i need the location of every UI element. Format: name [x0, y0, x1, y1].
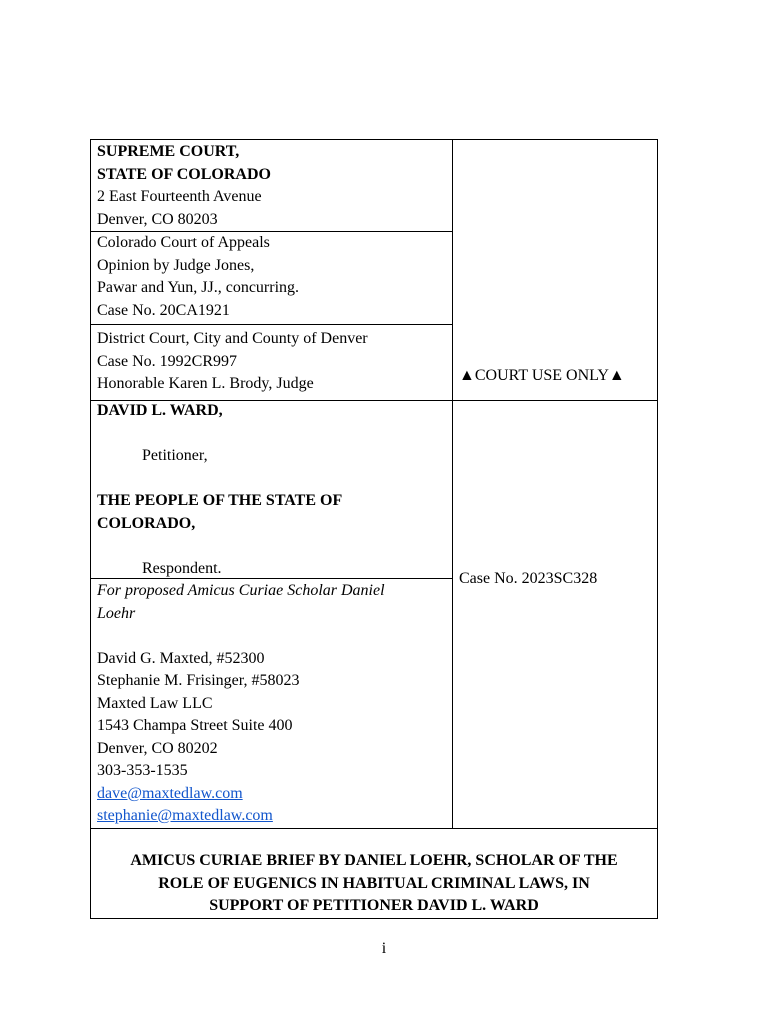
row-divider: [91, 324, 452, 325]
counsel-cell: [97, 580, 447, 828]
case-number: Case No. 2023SC328: [459, 570, 598, 587]
district-court-name: District Court, City and County of Denver: [97, 330, 368, 347]
email-link-stephanie[interactable]: stephanie@maxtedlaw.com: [97, 807, 273, 824]
appeals-case-number: Case No. 20CA1921: [97, 301, 230, 319]
case-caption-table: [90, 139, 658, 919]
column-divider: [452, 140, 453, 828]
district-case-number: Case No. 1992CR997: [97, 352, 237, 370]
firm-city: Denver, CO 80202: [97, 739, 218, 757]
supreme-court-cell: [97, 141, 447, 231]
amicus-designation-line1: For proposed Amicus Curiae Scholar Daniel: [97, 582, 385, 599]
petitioner-role: Petitioner,: [142, 447, 208, 464]
brief-title: [91, 850, 657, 918]
firm-street: 1543 Champa Street Suite 400: [97, 717, 293, 734]
appeals-concurring-judges: Pawar and Yun, JJ., concurring.: [97, 279, 300, 296]
appeals-court-name: Colorado Court of Appeals: [97, 234, 270, 251]
page-number: i: [381, 940, 387, 957]
district-judge: Honorable Karen L. Brody, Judge: [97, 375, 314, 392]
case-number-cell: [459, 568, 655, 591]
law-firm-name: Maxted Law LLC: [97, 694, 213, 712]
petitioner-name: DAVID L. WARD,: [97, 402, 223, 419]
attorney-2: Stephanie M. Frisinger, #58023: [97, 672, 300, 689]
respondent-name-line2: COLORADO,: [97, 514, 196, 532]
brief-title-line3: SUPPORT OF PETITIONER DAVID L. WARD: [209, 897, 539, 914]
appeals-opinion-author: Opinion by Judge Jones,: [97, 256, 255, 274]
respondent-name-line1: THE PEOPLE OF THE STATE OF: [97, 492, 343, 509]
court-of-appeals-cell: [97, 232, 447, 322]
attorney-1: David G. Maxted, #52300: [97, 649, 265, 667]
email-link-dave[interactable]: dave@maxtedlaw.com: [97, 784, 243, 802]
court-address-line1: 2 East Fourteenth Avenue: [97, 188, 262, 205]
parties-cell: [97, 400, 447, 580]
court-use-only-label: [459, 365, 655, 388]
brief-title-line1: AMICUS CURIAE BRIEF BY DANIEL LOEHR, SCHOLAR OF THE: [130, 852, 618, 869]
row-divider: [91, 828, 657, 829]
court-use-only-text: ▲COURT USE ONLY▲: [459, 367, 625, 384]
amicus-designation-line2: Loehr: [97, 604, 136, 622]
district-court-cell: [97, 328, 447, 396]
respondent-role: Respondent.: [142, 559, 222, 577]
court-name-line1: SUPREME COURT,: [97, 143, 240, 160]
firm-phone: 303-353-1535: [97, 762, 188, 779]
court-address-line2: Denver, CO 80203: [97, 210, 218, 228]
court-name-line2: STATE OF COLORADO: [97, 165, 271, 183]
brief-title-line2: ROLE OF EUGENICS IN HABITUAL CRIMINAL LAWS, IN: [158, 874, 590, 892]
